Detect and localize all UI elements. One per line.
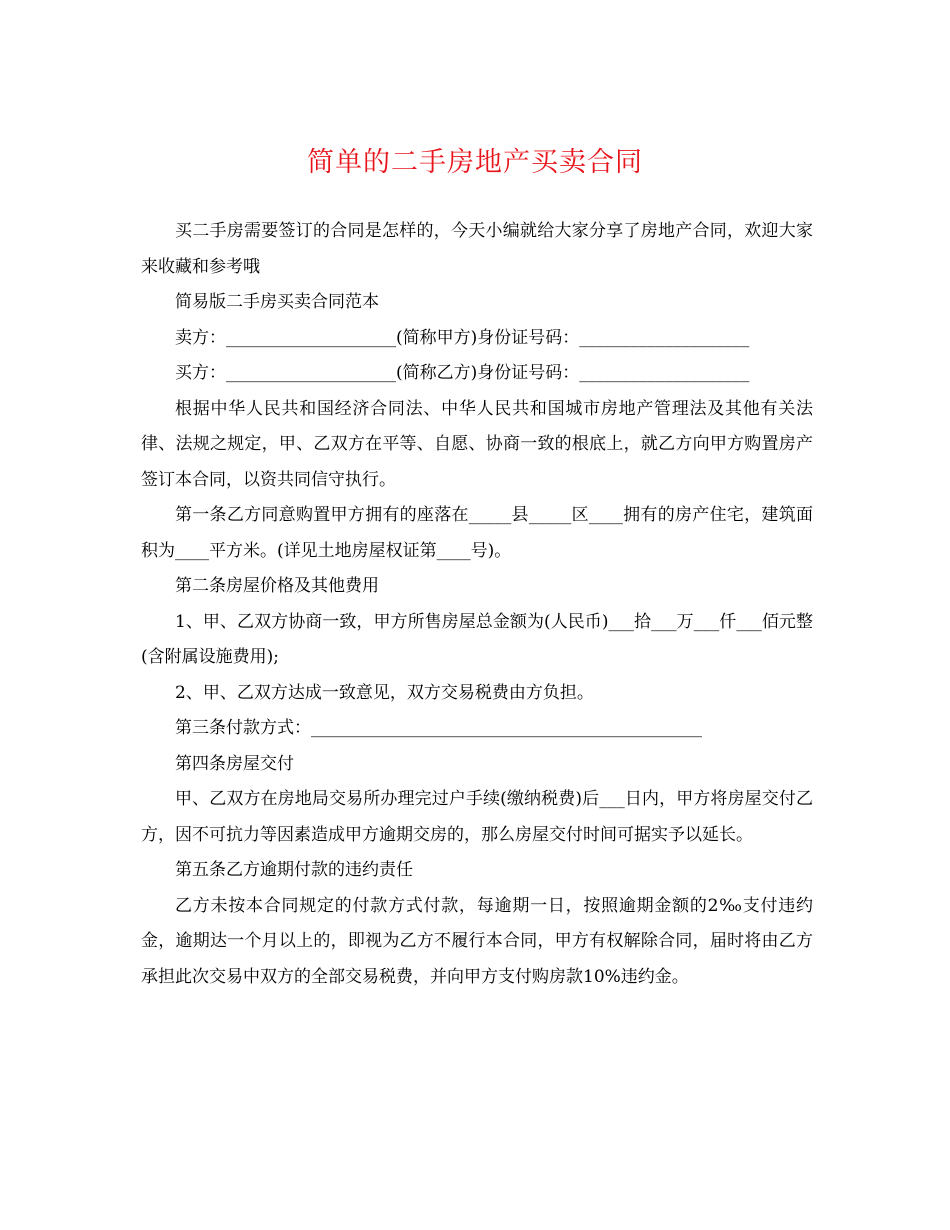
paragraph-article-3: 第三条付款方式：______________________________________________ — [175, 718, 702, 738]
document-title: 简单的二手房地产买卖合同 — [307, 147, 643, 178]
paragraph-legal-basis: 根据中华人民共和国经济合同法、中华人民共和国城市房地产管理法及其他有关法律、法规之规定，甲、乙双方在平等、自愿、协商一致的根底上，就乙方向甲方购置房产签订本合同，以资共同信守执行。 — [141, 398, 813, 490]
paragraph-article-2-item-1: 1、甲、乙双方协商一致，甲方所售房屋总金额为(人民币)___拾___万___仟___佰元整(含附属设施费用); — [141, 611, 813, 667]
paragraph-article-4-body: 甲、乙双方在房地局交易所办理完过户手续(缴纳税费)后___日内，甲方将房屋交付乙方，因不可抗力等因素造成甲方逾期交房的，那么房屋交付时间可据实予以延长。 — [141, 789, 813, 845]
paragraph-article-5-heading: 第五条乙方逾期付款的违约责任 — [175, 860, 413, 880]
paragraph-template-heading: 简易版二手房买卖合同范本 — [175, 292, 379, 312]
document-body — [141, 214, 813, 995]
paragraph-seller: 卖方：____________________(简称甲方)身份证号码：____________________ — [175, 327, 750, 348]
paragraph-buyer: 买方：____________________(简称乙方)身份证号码：____________________ — [175, 363, 750, 383]
paragraph-article-2-item-2: 2、甲、乙双方达成一致意见，双方交易税费由方负担。 — [175, 682, 594, 703]
paragraph-article-5-body: 乙方未按本合同规定的付款方式付款，每逾期一日，按照逾期金额的2‰支付违约金，逾期达一个月以上的，即视为乙方不履行本合同，甲方有权解除合同，届时将由乙方承担此次交易中双方的全部交易税费，并向甲方支付购房款10%违约金。 — [141, 895, 813, 987]
paragraph-article-2-heading: 第二条房屋价格及其他费用 — [175, 576, 379, 596]
paragraph-article-1: 第一条乙方同意购置甲方拥有的座落在_____县_____区____拥有的房产住宅，建筑面积为____平方米。(详见土地房屋权证第____号)。 — [141, 505, 813, 561]
paragraph-article-4-heading: 第四条房屋交付 — [175, 753, 294, 774]
paragraph-intro: 买二手房需要签订的合同是怎样的，今天小编就给大家分享了房地产合同，欢迎大家来收藏和参考哦 — [141, 221, 813, 277]
